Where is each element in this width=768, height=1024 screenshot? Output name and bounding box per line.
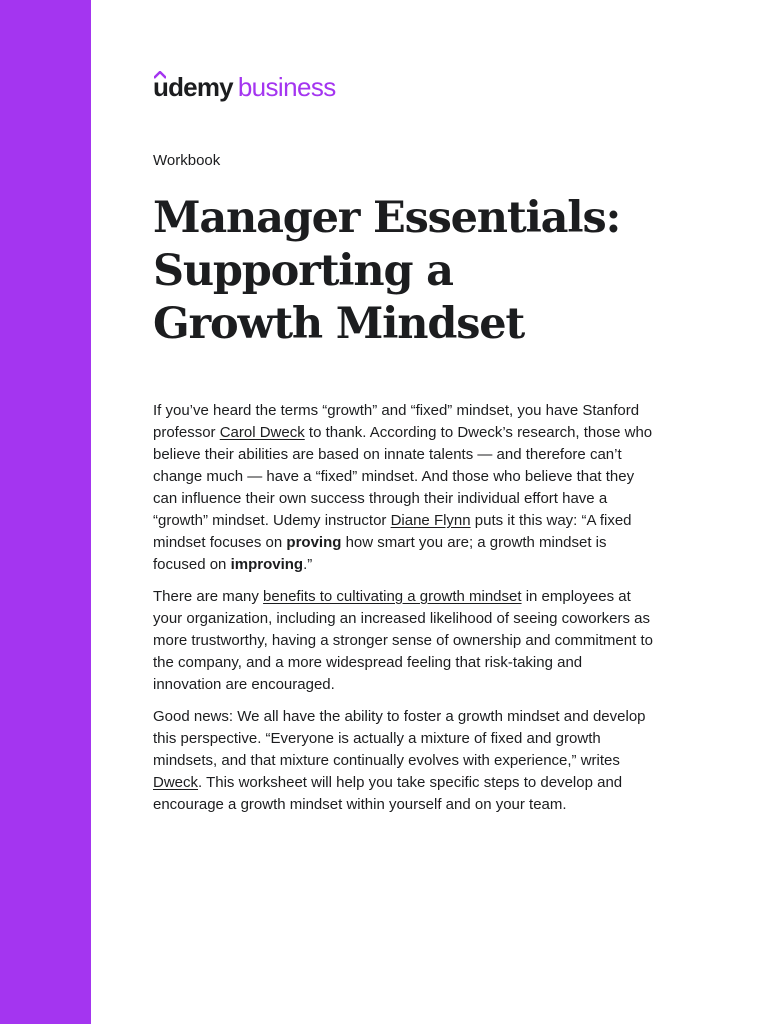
p2-text-b: in employees at your organization, including an increased likelihood of seeing coworkers as more trustworthy, having a stronger sense of ownership and commitment to the company, and a more widespread feeling that risk-taking and innovation are encouraged.	[153, 588, 653, 693]
p1-text-a: If you’ve heard the terms “growth” and “fixed” mindset, you have Stanford professor	[153, 402, 640, 441]
logo-udemy-wordmark	[153, 74, 233, 100]
diane-flynn-link[interactable]: Diane Flynn	[390, 512, 471, 529]
proving-emphasis: proving	[286, 534, 342, 551]
udemy-business-logo[interactable]	[153, 66, 336, 100]
logo-business-text: business	[237, 72, 336, 102]
intro-paragraph-1	[153, 400, 653, 576]
p3-text-b: . This worksheet will help you take specific steps to develop and encourage a growth mindset within yourself and on your team.	[153, 774, 623, 813]
p1-text-c: puts it this way: “A fixed mindset focuses on	[153, 512, 632, 551]
intro-paragraph-3	[153, 706, 653, 816]
title-line-3: Growth Mindset	[153, 299, 525, 349]
document-type-label: Workbook	[153, 152, 221, 169]
page-title	[153, 192, 653, 351]
intro-paragraph-2	[153, 586, 653, 696]
logo-cap-icon	[154, 71, 166, 79]
p1-text-e: .”	[303, 556, 313, 573]
p1-text-d: how smart you are; a growth mindset is focused on	[153, 534, 607, 573]
intro-body	[153, 400, 653, 826]
title-line-1: Manager Essentials:	[153, 193, 621, 243]
p3-text-a: Good news: We all have the ability to foster a growth mindset and develop this perspective. “Everyone is actually a mixture of fixed and growth mindsets, and that mixture continually evolves with experience,” writes	[153, 708, 646, 769]
dweck-link[interactable]: Dweck	[153, 774, 199, 791]
logo-udemy-text: udemy	[153, 72, 233, 102]
growth-mindset-benefits-link[interactable]: benefits to cultivating a growth mindset	[263, 588, 522, 605]
p2-text-a: There are many	[153, 588, 264, 605]
carol-dweck-link[interactable]: Carol Dweck	[219, 424, 305, 441]
brand-sidebar	[0, 0, 91, 1024]
p1-text-b: to thank. According to Dweck’s research, those who believe their abilities are based on innate talents — and therefore can’t change much — have a “fixed” mindset. And those who believe that they can influence their own success through their individual effort have a “growth” mindset. Udemy instructor	[153, 424, 653, 529]
improving-emphasis: improving	[230, 556, 304, 573]
title-line-2: Supporting a	[153, 246, 453, 296]
